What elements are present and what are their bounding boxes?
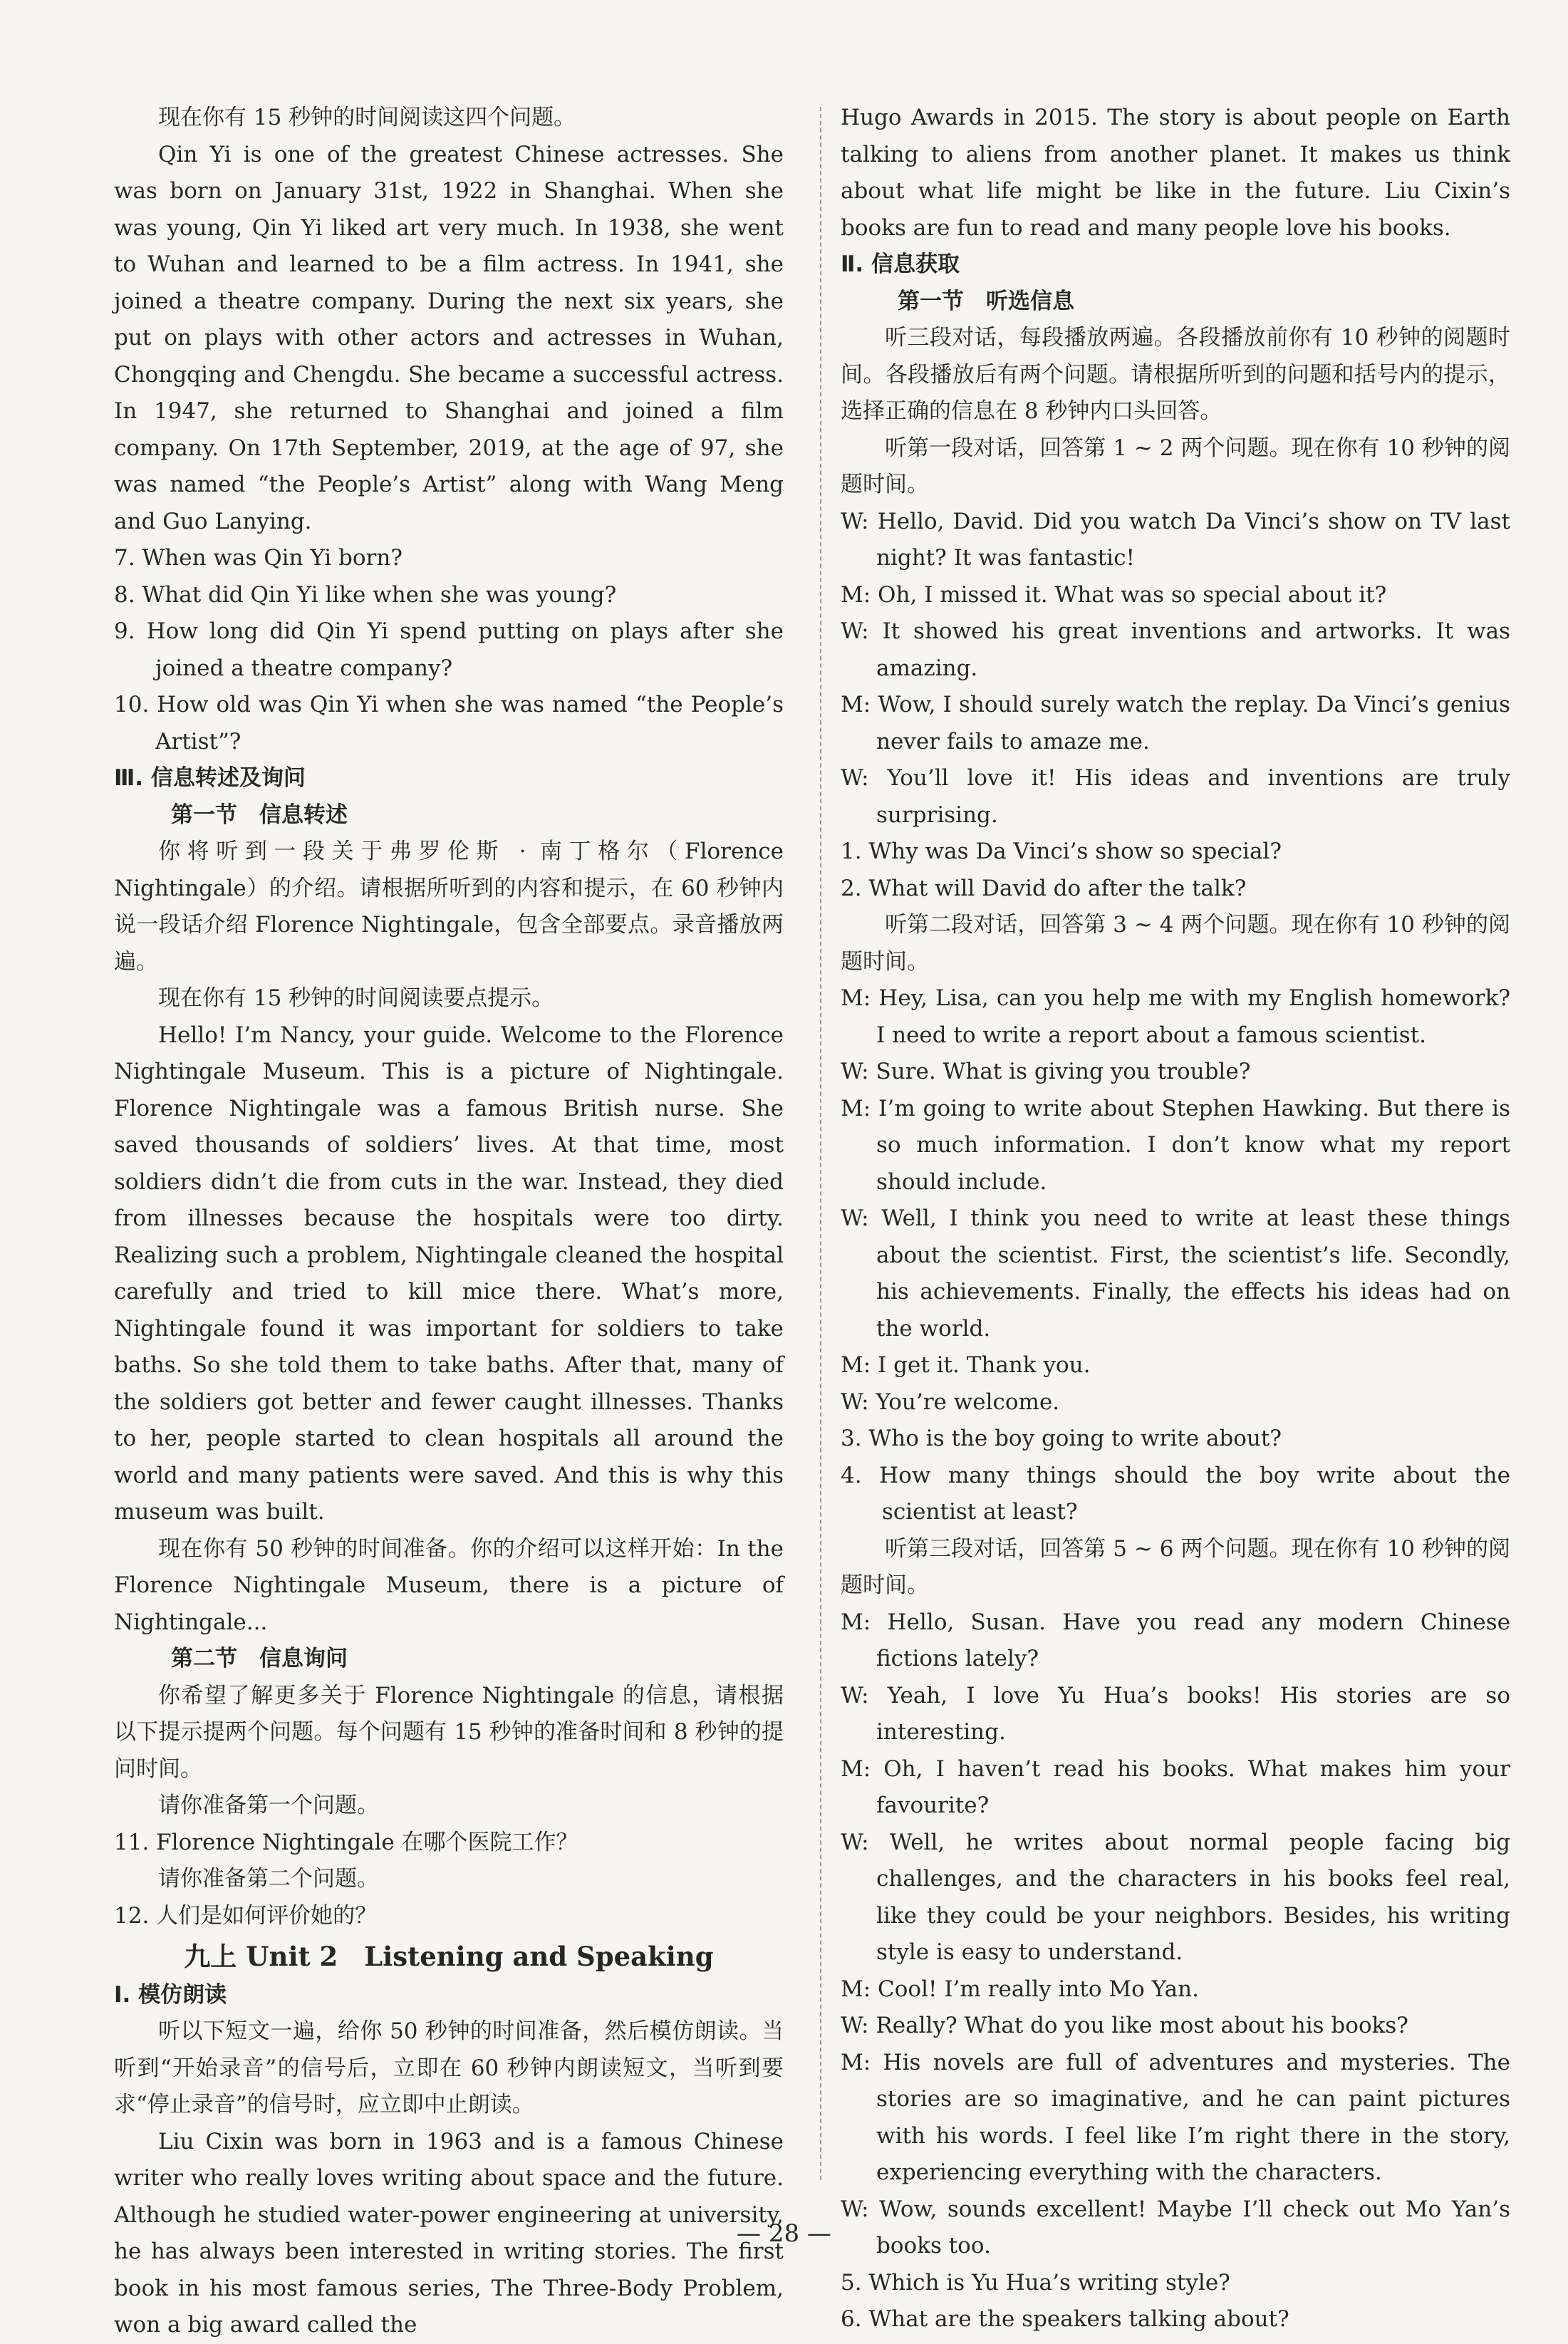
dialogue-line: W: You’ll love it! His ideas and inventions are truly surprising. <box>841 765 1510 828</box>
question-item: 5. Which is Yu Hua’s writing style? <box>841 2269 1230 2296</box>
paragraph: 听三段对话，每段播放两遍。各段播放前你有 10 秒钟的阅题时间。各段播放后有两个问题。请根据所听到的问题和括号内的提示，选择正确的信息在 8 秒钟内口头回答。 <box>841 325 1510 424</box>
dialogue-line: M: Cool! I’m really into Mo Yan. <box>841 1976 1199 2002</box>
paragraph: Liu Cixin was born in 1963 and is a famous Chinese writer who really loves writing about space and the future. Although he studied water-power engineering at university, he has always been interested in writing stories. The first book in his most famous series, The Three-Body Problem, won a big award called the <box>114 2128 784 2338</box>
paragraph: 你将听到一段关于弗罗伦斯 · 南丁格尔（Florence Nightingale）的介绍。请根据所听到的内容和提示，在 60 秒钟内说一段话介绍 Florence Nightingale，包含全部要点。录音播放两遍。 <box>114 839 784 975</box>
question-item: 10. How old was Qin Yi when she was named “the People’s Artist”? <box>114 692 784 754</box>
dialogue-line: W: Yeah, I love Yu Hua’s books! His stories are so interesting. <box>841 1682 1510 1745</box>
question-item: 3. Who is the boy going to write about? <box>841 1426 1282 1451</box>
dialogue-line: W: It showed his great inventions and artworks. It was amazing. <box>841 618 1510 681</box>
dialogue-line: W: Sure. What is giving you trouble? <box>841 1059 1251 1084</box>
paragraph: 听第三段对话，回答第 5 ~ 6 两个问题。现在你有 10 秒钟的阅题时间。 <box>841 1535 1510 1598</box>
subsection-heading: 第一节 信息转述 <box>171 802 348 828</box>
paragraph: Hello! I’m Nancy, your guide. Welcome to the Florence Nightingale Museum. This is a picture of Nightingale. Florence Nightingale was a famous British nurse. She saved thousands of soldiers’ lives. At that time, most soldiers didn’t die from cuts in the war. Instead, they died from illnesses because the hospitals were too dirty. Realizing such a problem, Nightingale cleaned the hospital carefully and tried to kill mice there. What’s more, Nightingale found it was important for soldiers to take baths. So she told them to take baths. After that, many of the soldiers got better and fewer caught illnesses. Thanks to her, people started to clean hospitals all around the world and many patients were saved. And this is why this museum was built. <box>114 1022 784 1525</box>
dialogue-line: M: I get it. Thank you. <box>841 1352 1091 1378</box>
paragraph: Qin Yi is one of the greatest Chinese actresses. She was born on January 31st, 1922 in Shanghai. When she was young, Qin Yi liked art very much. In 1938, she went to Wuhan and learned to be a film actress. In 1941, she joined a theatre company. During the next six years, she put on plays with other actors and actresses in Wuhan, Chongqing and Chengdu. She became a successful actress. In 1947, she returned to Shanghai and joined a film company. On 17th September, 2019, at the age of 97, she was named “the People’s Artist” along with Wang Meng and Guo Lanying. <box>114 141 784 534</box>
paragraph: 请你准备第一个问题。 <box>158 1793 379 1818</box>
dialogue-line: M: Oh, I missed it. What was so special about it? <box>841 581 1387 608</box>
paragraph: 听第二段对话，回答第 3 ~ 4 两个问题。现在你有 10 秒钟的阅题时间。 <box>841 912 1510 975</box>
paragraph: Hugo Awards in 2015. The story is about people on Earth talking to aliens from another planet. It makes us think about what life might be like in the future. Liu Cixin’s books are fun to read and many people love his books. <box>841 105 1510 241</box>
section-heading: Ⅲ. 信息转述及询问 <box>114 765 306 791</box>
dialogue-line: W: Well, I think you need to write at least these things about the scientist. First, the scientist’s life. Secondly, his achievements. Finally, the effects his ideas had on the world. <box>841 1205 1510 1342</box>
question-item: 7. When was Qin Yi born? <box>114 545 403 571</box>
section-heading: Ⅱ. 信息获取 <box>841 251 960 277</box>
subsection-heading: 第一节 听选信息 <box>898 288 1074 314</box>
dialogue-line: W: You’re welcome. <box>841 1389 1060 1415</box>
paragraph: 现在你有 50 秒钟的时间准备。你的介绍可以这样开始：In the Florence Nightingale Museum, there is a picture of Nightingale... <box>114 1535 784 1635</box>
dialogue-line: M: Oh, I haven’t read his books. What makes him your favourite? <box>841 1756 1510 1818</box>
right-column <box>841 100 1510 2338</box>
section-heading: Ⅰ. 模仿朗读 <box>114 1981 227 2008</box>
paragraph: 现在你有 15 秒钟的时间阅读这四个问题。 <box>158 105 576 130</box>
dialogue-line: M: Hey, Lisa, can you help me with my English homework? I need to write a report about a famous scientist. <box>841 985 1510 1048</box>
dialogue-line: M: I’m going to write about Stephen Hawking. But there is so much information. I don’t know what my report should include. <box>841 1095 1510 1195</box>
column-divider <box>820 107 821 2180</box>
question-item: 12. 人们是如何评价她的？ <box>114 1902 378 1929</box>
dialogue-line: M: Wow, I should surely watch the replay. Da Vinci’s genius never fails to amaze me. <box>841 692 1510 754</box>
question-item: 9. How long did Qin Yi spend putting on plays after she joined a theatre company? <box>114 618 784 681</box>
dialogue-line: W: Hello, David. Did you watch Da Vinci’s show on TV last night? It was fantastic! <box>841 508 1510 571</box>
dialogue-line: M: His novels are full of adventures and mysteries. The stories are so imaginative, and he can paint pictures with his words. I feel like I’m right there in the story, experiencing everything with the characters. <box>841 2049 1510 2185</box>
dialogue-line: M: Hello, Susan. Have you read any modern Chinese fictions lately? <box>841 1609 1510 1671</box>
paragraph: 听第一段对话，回答第 1 ~ 2 两个问题。现在你有 10 秒钟的阅题时间。 <box>841 435 1510 497</box>
page-number: — 28 — <box>737 2219 831 2248</box>
dialogue-line: W: Well, he writes about normal people facing big challenges, and the characters in his books feel real, like they could be your neighbors. Besides, his writing style is easy to understand. <box>841 1829 1510 1965</box>
dialogue-line: W: Really? What do you like most about his books? <box>841 2013 1408 2038</box>
dialogue-line: W: Wow, sounds excellent! Maybe I’ll check out Mo Yan’s books too. <box>841 2196 1510 2259</box>
subsection-heading: 第二节 信息询问 <box>171 1646 348 1671</box>
question-item: 1. Why was Da Vinci’s show so special? <box>841 839 1282 864</box>
unit-title: 九上 Unit 2 Listening and Speaking <box>184 1941 714 1972</box>
paragraph: 请你准备第二个问题。 <box>158 1866 379 1892</box>
paragraph: 现在你有 15 秒钟的时间阅读要点提示。 <box>158 985 554 1011</box>
question-item: 8. What did Qin Yi like when she was young? <box>114 581 617 608</box>
left-column <box>114 100 784 2344</box>
question-item: 4. How many things should the boy write about the scientist at least? <box>841 1462 1510 1525</box>
question-item: 11. Florence Nightingale 在哪个医院工作？ <box>114 1829 578 1855</box>
paragraph: 听以下短文一遍，给你 50 秒钟的时间准备，然后模仿朗读。当听到“开始录音”的信号后，立即在 60 秒钟内朗读短文，当听到要求“停止录音”的信号时，应立即中止朗读。 <box>114 2018 784 2117</box>
question-item: 2. What will David do after the talk? <box>841 875 1247 901</box>
question-item: 6. What are the speakers talking about? <box>841 2306 1289 2332</box>
paragraph: 你希望了解更多关于 Florence Nightingale 的信息，请根据以下提示提两个问题。每个问题有 15 秒钟的准备时间和 8 秒钟的提问时间。 <box>114 1682 784 1782</box>
